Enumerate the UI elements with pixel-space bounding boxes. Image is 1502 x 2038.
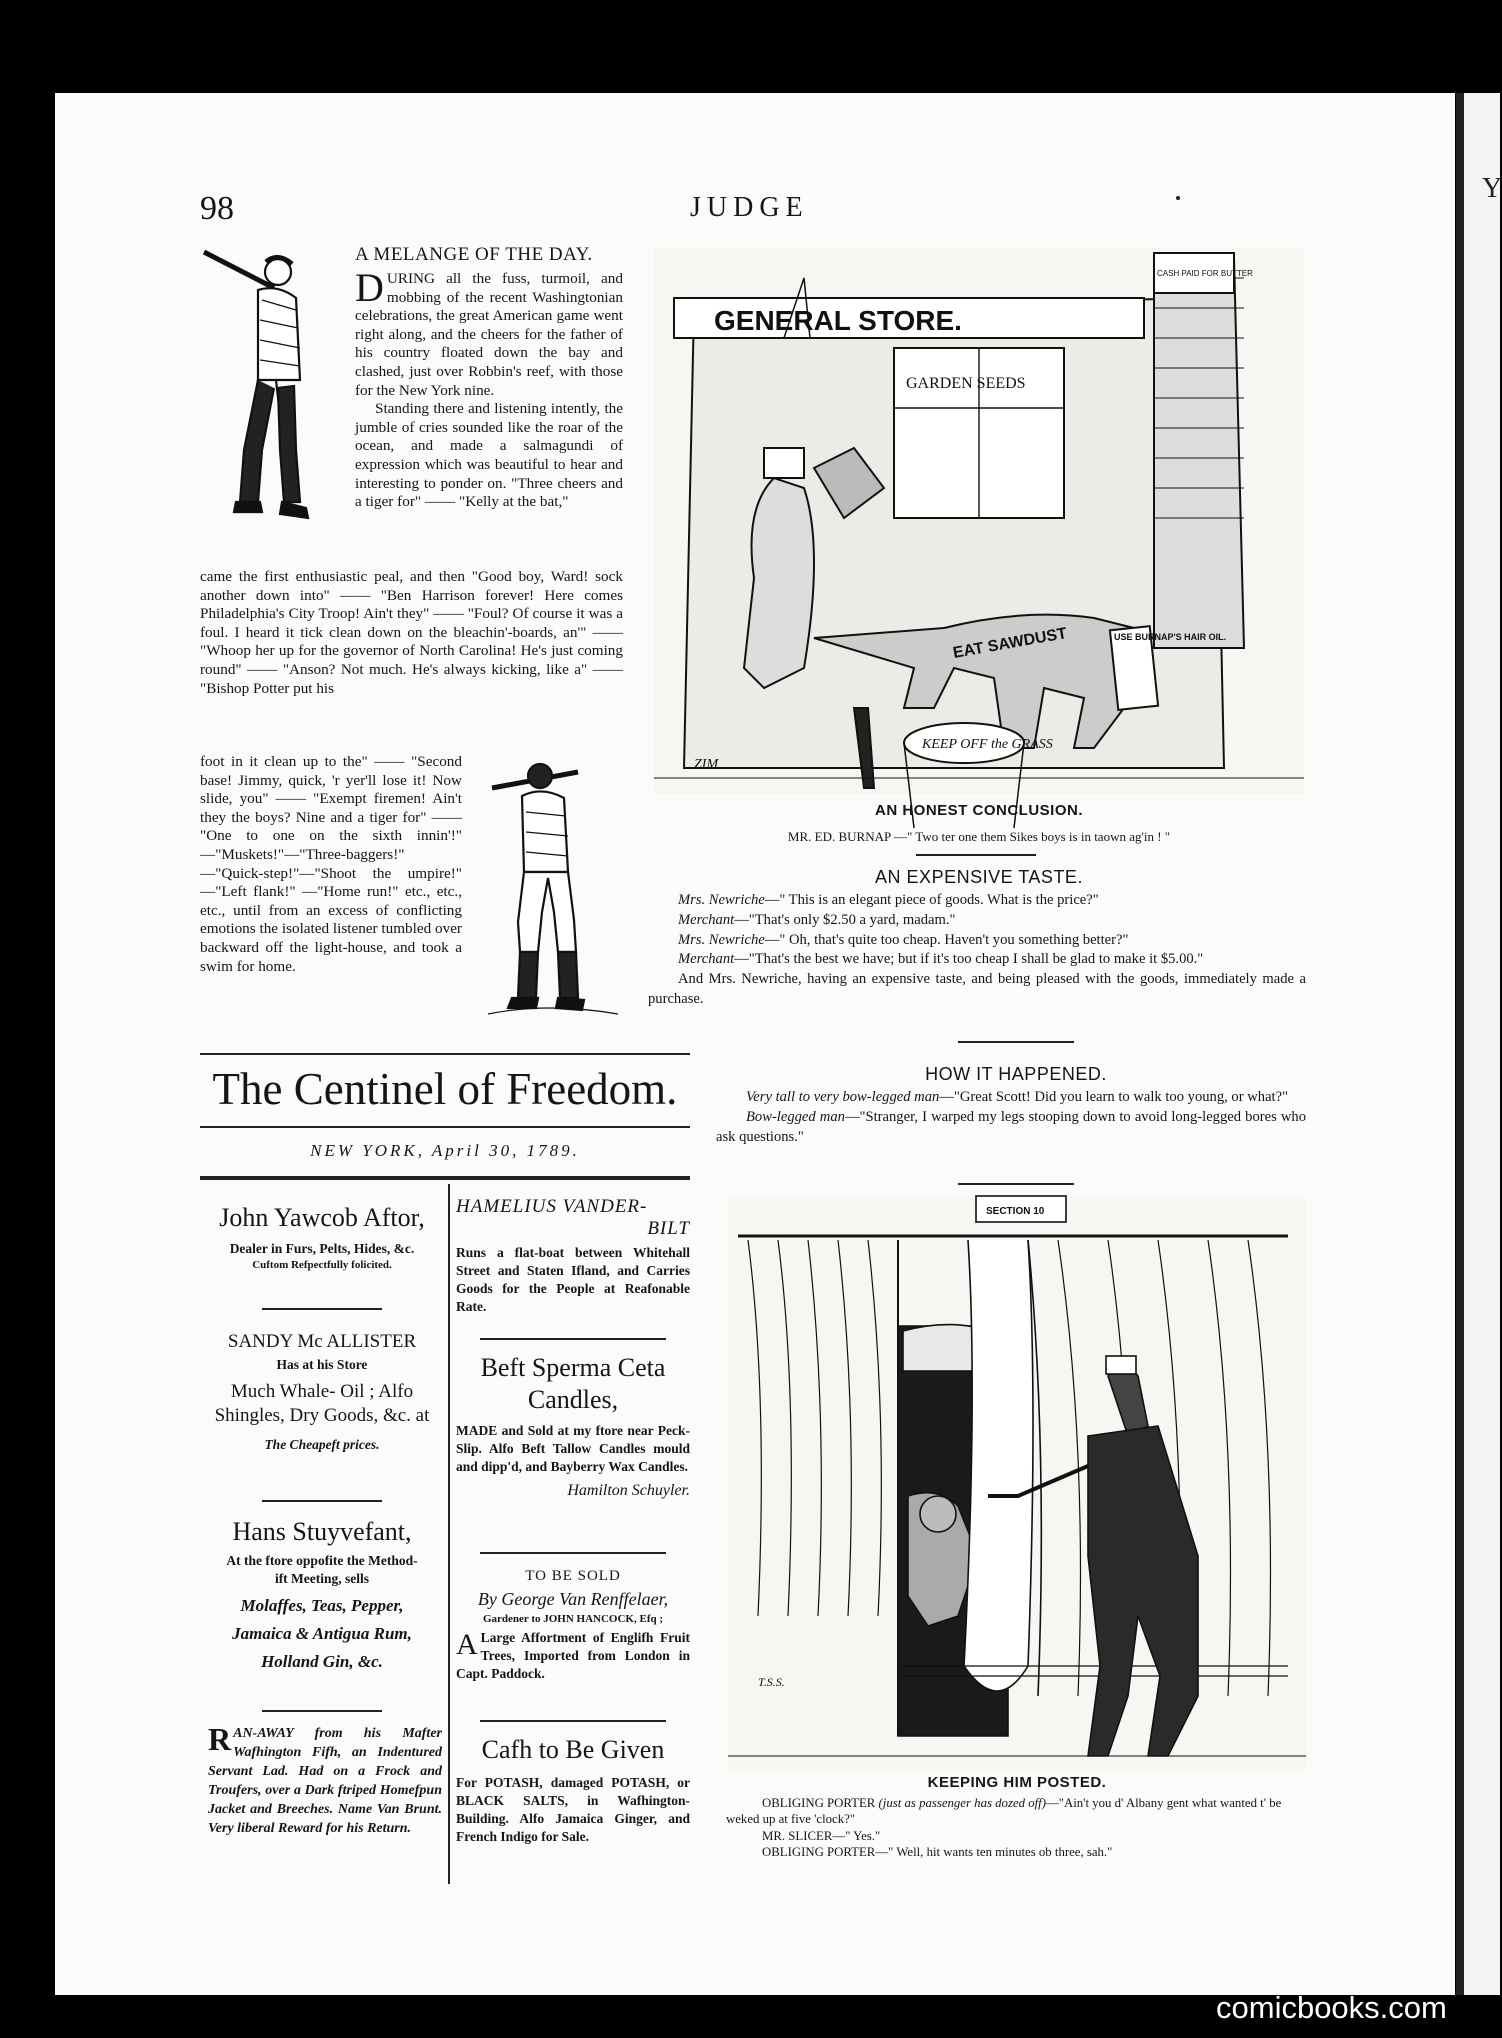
stuyvesant-goods1: Molaffes, Teas, Pepper, xyxy=(240,1596,404,1615)
mcallister-line3: Shingles, Dry Goods, &c. at xyxy=(214,1405,430,1426)
centinel-rule-2 xyxy=(200,1176,690,1180)
ad-rule xyxy=(480,1338,666,1340)
melange-dropcap: D xyxy=(355,265,384,310)
astor-line2: Cuftom Refpectfully folicited. xyxy=(252,1259,392,1271)
tobesold-by: By George Van Renffelaer, xyxy=(477,1589,669,1609)
stuyvesant-goods3: Holland Gin, &c. xyxy=(261,1652,383,1671)
cartoon-general-store xyxy=(654,248,1304,794)
tobesold-sub: Gardener to JOHN HANCOCK, Efq ; xyxy=(482,1613,664,1625)
line: —" Oh, that's quite too cheap. Haven't you something better?" xyxy=(764,931,1129,948)
melange-para-1: URING all the fuss, turmoil, and mobbing of the recent Washingtonian celebrations, the great American game went right along, and the cheers for the father of his country floated down the bay and clashed, just over Robbin's reef, with those for the New York nine. xyxy=(355,270,623,399)
speaker: OBLIGING PORTER xyxy=(762,1796,876,1810)
tobesold-dropcap: A xyxy=(456,1628,478,1661)
tobesold-text: Large Affortment of Englifh Fruit Trees, Imported from London in Capt. Paddock. xyxy=(456,1630,690,1681)
candles-title2: Candles, xyxy=(527,1385,619,1414)
section-rule xyxy=(958,1183,1074,1185)
ad-rule xyxy=(480,1552,666,1554)
candles-title1: Beft Sperma Ceta xyxy=(480,1353,666,1382)
mcallister-line1: Has at his Store xyxy=(276,1357,368,1372)
artist-signature: ZIM xyxy=(694,757,719,772)
vanderbilt-text: Runs a flat-boat between Whitehall Street and Staten Ifland, and Carries Goods for the People at Reafonable Rate. xyxy=(456,1245,690,1314)
centinel-masthead: The Centinel of Freedom. xyxy=(212,1064,678,1114)
cartoon1-title: AN HONEST CONCLUSION. xyxy=(874,802,1083,819)
line: —" This is an elegant piece of goods. What is the price?" xyxy=(764,892,1099,908)
melange-title: A MELANGE OF THE DAY. xyxy=(355,244,593,265)
astor-line1: Dealer in Furs, Pelts, Hides, &c. xyxy=(229,1241,415,1256)
watermark: comicbooks.com xyxy=(1216,1990,1447,2025)
line: —" Yes." xyxy=(832,1828,881,1843)
ad-astor xyxy=(200,1202,444,1273)
stuyvesant-name: Hans Stuyvefant, xyxy=(232,1517,412,1546)
line: —"Stranger, I warped my legs stooping down to avoid long-legged bores who ask questions." xyxy=(716,1108,1306,1145)
ad-mcallister xyxy=(200,1330,444,1454)
sign-hair-oil: USE BURNAP'S HAIR OIL. xyxy=(1114,632,1227,642)
cartoon-sleeping-car xyxy=(728,1196,1306,1772)
line: —"Ain't you d' Albany gent what wanted t' be weked up at five 'clock?" xyxy=(726,1796,1282,1827)
ad-candles xyxy=(456,1352,690,1500)
melange-para-2: Standing there and listening intently, the jumble of cries sounded like the roar of the ocean, and made a salmagundi of expression which was beautiful to hear and interesting to ponder on. "Three cheers and a tiger for" —— "Kelly at the bat," xyxy=(355,400,623,511)
speaker: Mrs. Newriche xyxy=(678,931,765,948)
ad-rule xyxy=(480,1720,666,1722)
cartoon2-title: KEEPING HIM POSTED. xyxy=(927,1774,1107,1791)
ad-runaway xyxy=(208,1721,442,1838)
mcallister-line2: Much Whale- Oil ; Alfo xyxy=(230,1381,414,1402)
ad-tobesold xyxy=(456,1568,690,1683)
runaway-dropcap: R xyxy=(208,1721,232,1757)
artist-signature: T.S.S. xyxy=(758,1675,785,1689)
vanderbilt-name2: BILT xyxy=(647,1218,690,1239)
astor-name: John Yawcob Aftor, xyxy=(219,1203,425,1232)
melange-body-top xyxy=(355,265,623,512)
centinel-column-divider xyxy=(448,1184,450,1884)
cash-text: For POTASH, damaged POTASH, or BLACK SALTS, in Wafhington-Building. Alfo Jamaica Ginger, and French Indigo for Sale. xyxy=(456,1775,690,1844)
speaker: Mrs. Newriche xyxy=(678,892,765,908)
sign-section: SECTION 10 xyxy=(986,1206,1045,1217)
ad-rule xyxy=(262,1308,382,1310)
sign-cash-butter: CASH PAID FOR BUTTER xyxy=(1157,269,1253,278)
melange-body-wide xyxy=(200,568,623,698)
speaker: Merchant xyxy=(678,911,735,928)
stuyvesant-line1: At the ftore oppofite the Method- xyxy=(226,1553,418,1568)
tobesold-head: TO BE SOLD xyxy=(525,1568,621,1584)
speaker: Very tall to very bow-legged man xyxy=(746,1089,940,1105)
stuyvesant-goods2: Jamaica & Antigua Rum, xyxy=(232,1624,412,1643)
sleeping-car-drawing xyxy=(728,1196,1306,1772)
barrel-sign: KEEP OFF the GRASS xyxy=(922,737,1053,752)
baseball-batter-illustration xyxy=(196,240,346,540)
centinel-dateline: NEW YORK, April 30, 1789. xyxy=(310,1141,580,1160)
cartoon1-caption: MR. ED. BURNAP —" Two ter one them Sikes boys is in taown ag'in ! " xyxy=(787,829,1171,844)
sign-garden-seeds: GARDEN SEEDS xyxy=(906,375,1026,392)
section-rule xyxy=(916,854,1036,856)
stage-direction: (just as passenger has dozed off) xyxy=(878,1796,1046,1810)
expensive-taste-title: AN EXPENSIVE TASTE. xyxy=(875,867,1083,887)
baseball-player-illustration xyxy=(478,752,628,1022)
line: —"Great Scott! Did you learn to walk too young, or what?" xyxy=(939,1089,1289,1105)
centinel-rule-1 xyxy=(200,1126,690,1128)
ad-vanderbilt xyxy=(456,1196,690,1316)
general-store-drawing xyxy=(654,248,1304,794)
how-it-happened-title: HOW IT HAPPENED. xyxy=(925,1064,1107,1084)
expensive-taste-body xyxy=(648,891,1306,1010)
line: —"That's the best we have; but if it's too cheap I shall be glad to make it $5.00." xyxy=(734,951,1204,968)
page-gutter xyxy=(1456,93,1464,1995)
line: —" Well, hit wants ten minutes ob three, sah." xyxy=(875,1845,1113,1860)
ad-cash xyxy=(456,1734,690,1846)
page-number: 98 xyxy=(200,190,234,227)
next-page-edge: Y xyxy=(1464,93,1500,1995)
sign-general-store: GENERAL STORE. xyxy=(714,305,962,336)
cash-title: Cafh to Be Given xyxy=(481,1735,665,1764)
cartoon2-caption xyxy=(726,1795,1308,1861)
speaker: Bow-legged man xyxy=(746,1108,845,1125)
mcallister-name: SANDY Mc ALLISTER xyxy=(227,1331,417,1352)
ad-rule xyxy=(262,1500,382,1502)
ink-speck xyxy=(1176,196,1180,200)
speaker: Merchant xyxy=(678,951,735,968)
runaway-text: AN-AWAY from his Mafter Wafhington Fifh, an Indentured Servant Lad. Had on a Frock and Troufers, over a Dark ftriped Homefpun Jacket and Breeches. Name Van Brunt. Very liberal Reward for his Return. xyxy=(208,1726,442,1836)
melange-para-2b: came the first enthusiastic peal, and then "Good boy, Ward! sock another down into" —— "Ben Harrison forever! Here comes Philadelphia's City Troop! Ain't they" —— "Foul? Of course it was a foul. I heard it tick clean down on the bleachin'-boards, an'" —— "Whoop her up for the governor of North Carolina! He's just coming round" —— "Anson? Not much. He's always kicking, like a" —— "Bishop Potter put his xyxy=(200,568,623,697)
speaker: MR. SLICER xyxy=(762,1828,833,1843)
ad-rule xyxy=(262,1710,382,1712)
melange-body-bottom xyxy=(200,753,462,976)
centinel-top-rule xyxy=(200,1053,690,1055)
section-rule xyxy=(958,1041,1074,1043)
candles-signature: Hamilton Schuyler. xyxy=(567,1482,690,1499)
sign-eat-sawdust: EAT SAWDUST xyxy=(951,625,1069,662)
running-head: JUDGE xyxy=(690,192,809,223)
speaker: OBLIGING PORTER xyxy=(762,1845,876,1860)
candles-text: MADE and Sold at my ftore near Peck-Slip. Alfo Beft Tallow Candles mould and dipp'd, and Bayberry Wax Candles. xyxy=(456,1423,690,1474)
line: —"That's only $2.50 a yard, madam." xyxy=(734,911,956,928)
mcallister-line4: The Cheapeft prices. xyxy=(264,1437,380,1452)
melange-para-2c: foot in it clean up to the" —— "Second base! Jimmy, quick, 'r yer'll lose it! Now slide, you" —— "Exempt firemen! Ain't they the boys? Nine and a tiger for" —— "One to one on the sixth innin'!" —"Muskets!"—"Three-baggers!" —"Quick-step!"—"Shoot the umpire!" —"Left flank!" —"Home run!" etc., etc., etc., until from an excess of conflicting emotions the isolated listener tumbled over backward off the light-house, and took a swim for home. xyxy=(200,753,462,975)
how-it-happened-body xyxy=(716,1088,1306,1147)
ad-stuyvesant xyxy=(200,1516,444,1676)
vanderbilt-name1: HAMELIUS VANDER- xyxy=(456,1196,648,1217)
stuyvesant-line2: ift Meeting, sells xyxy=(274,1571,370,1586)
line: And Mrs. Newriche, having an expensive taste, and being pleased with the goods, immediately made a purchase. xyxy=(648,971,1306,1007)
